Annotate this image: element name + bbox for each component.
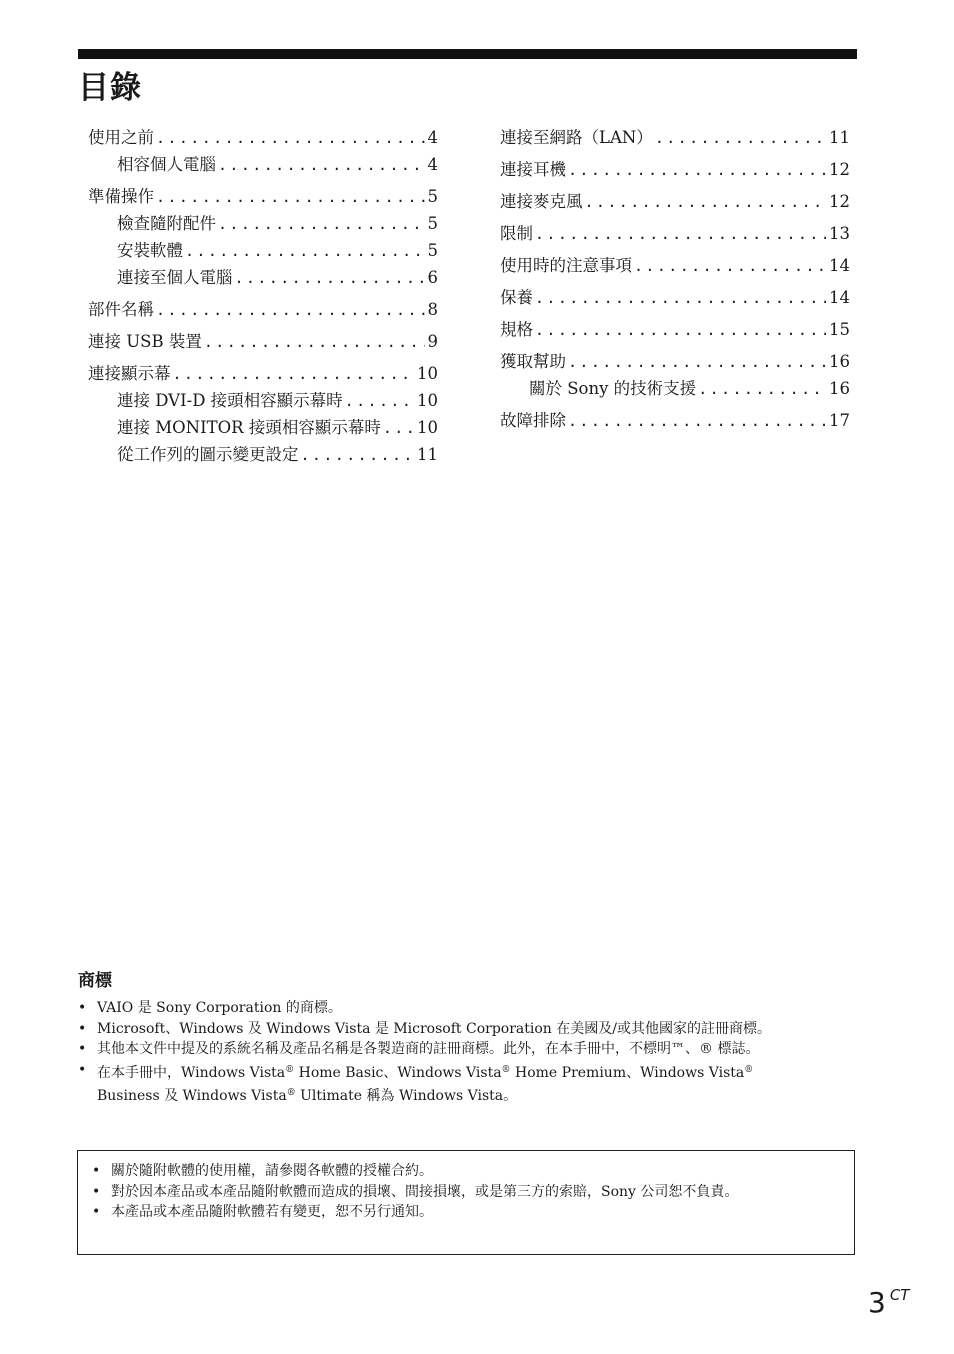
toc-entry-label: 準備操作 [88,187,154,206]
toc-entry-label: 連接麥克風 [500,192,583,211]
toc-leader-dots [585,189,827,216]
registered-mark: ® [286,1088,296,1098]
toc-entry-label: 獲取幫助 [500,352,566,371]
toc-entry[interactable] [500,252,850,279]
toc-entry-label: 使用時的注意事項 [500,256,632,275]
toc-leader-dots [535,221,826,248]
vista-text-3: Home Premium、Windows Vista [510,1064,745,1081]
toc-leader-dots [173,361,415,388]
toc-entry-page: 4 [427,128,438,147]
toc-leader-dots [634,253,826,280]
toc-entry[interactable] [500,316,850,343]
toc-entry[interactable] [500,348,850,375]
toc-entry-page: 12 [829,192,850,211]
toc-entry[interactable] [88,151,438,178]
toc-entry[interactable] [500,188,850,215]
toc-entry[interactable] [88,328,438,355]
toc-entry[interactable] [88,264,438,291]
registered-mark: ® [285,1064,295,1075]
page-number-value: 3 [868,1286,886,1319]
toc-entry-page: 5 [427,187,438,206]
vista-text-4: Business 及 Windows Vista [97,1088,287,1104]
page-title: 目錄 [78,70,142,106]
trademarks-list [78,998,858,1107]
toc-entry[interactable] [500,284,850,311]
list-item: • 其他本文件中提及的系統名稱及產品名稱是各製造商的註冊商標。此外，在本手冊中，不標明™、® 標誌。 [78,1039,858,1060]
page-number [868,1286,909,1319]
toc-entry[interactable] [88,210,438,237]
toc-entry-page: 4 [427,155,438,174]
toc-leader-dots [698,376,826,403]
toc-entry-label: 規格 [500,320,533,339]
toc-leader-dots [655,125,826,152]
toc-entry-page: 10 [417,364,438,383]
toc-entry-label: 連接 USB 裝置 [88,332,202,351]
toc-entry-label: 保養 [500,288,533,307]
toc-entry[interactable] [88,124,438,151]
toc-leader-dots [156,184,425,211]
toc-entry-label: 使用之前 [88,128,154,147]
toc-leader-dots [568,157,826,184]
toc-leader-dots [383,415,414,442]
toc-leader-dots [204,329,425,356]
toc-entry-label: 從工作列的圖示變更設定 [117,445,299,464]
toc-entry[interactable] [500,375,850,402]
toc-leader-dots [301,442,415,469]
toc-entry-page: 15 [829,320,850,339]
notice-list [92,1161,834,1223]
toc-entry[interactable] [500,156,850,183]
toc-entry-label: 連接耳機 [500,160,566,179]
toc-entry-page: 16 [829,379,850,398]
toc-entry-label: 故障排除 [500,411,566,430]
toc-entry-label: 連接顯示幕 [88,364,171,383]
toc-entry-page: 5 [427,241,438,260]
toc-entry-page: 14 [829,256,850,275]
toc-entry-page: 14 [829,288,850,307]
vista-text-1: 在本手冊中，Windows Vista [97,1064,286,1081]
toc-entry-label: 連接至個人電腦 [117,268,233,287]
page-language-suffix: CT [889,1286,910,1304]
list-item: • Microsoft、Windows 及 Windows Vista 是 Microsoft Corporation 在美國及/或其他國家的註冊商標。 [78,1019,858,1040]
toc-entry-page: 6 [427,268,438,287]
toc-entry-label: 部件名稱 [88,300,154,319]
registered-mark: ® [501,1064,511,1075]
toc-entry[interactable] [88,441,438,468]
toc-entry-page: 16 [829,352,850,371]
toc-entry-label: 相容個人電腦 [117,155,216,174]
toc-entry-page: 17 [829,411,850,430]
toc-entry-page: 10 [417,391,438,410]
vista-text-5: Ultimate 稱為 Windows Vista。 [295,1088,518,1104]
registered-mark: ® [744,1064,754,1075]
list-item: • VAIO 是 Sony Corporation 的商標。 [78,998,858,1019]
notice-box [77,1150,855,1255]
toc-left-column [88,124,438,468]
toc-entry-label: 連接 MONITOR 接頭相容顯示幕時 [117,418,381,437]
toc-entry-page: 11 [829,128,850,147]
vista-text-2: Home Basic、Windows Vista [294,1064,502,1081]
list-item [78,1060,858,1107]
toc-right-column [500,124,850,434]
toc-entry[interactable] [88,387,438,414]
toc-entry[interactable] [88,183,438,210]
toc-leader-dots [568,408,826,435]
toc-leader-dots [235,265,425,292]
list-item: • 關於隨附軟體的使用權，請參閱各軟體的授權合約。 [92,1161,834,1182]
toc-leader-dots [535,317,826,344]
toc-entry-page: 10 [417,418,438,437]
toc-leader-dots [568,349,826,376]
toc-entry-page: 5 [427,214,438,233]
toc-entry-page: 8 [427,300,438,319]
toc-entry-label: 限制 [500,224,533,243]
toc-entry[interactable] [88,414,438,441]
list-item: • 對於因本產品或本產品隨附軟體而造成的損壞、間接損壞，或是第三方的索賠，Sony 公司恕不負責。 [92,1182,834,1203]
toc-entry-label: 檢查隨附配件 [117,214,216,233]
toc-entry-label: 連接至網路（LAN） [500,128,653,147]
toc-entry[interactable] [88,296,438,323]
toc-entry[interactable] [500,124,850,151]
toc-entry[interactable] [500,407,850,434]
list-item: • 本產品或本產品隨附軟體若有變更，恕不另行通知。 [92,1202,834,1223]
toc-entry-page: 12 [829,160,850,179]
toc-leader-dots [218,211,425,238]
toc-entry-label: 安裝軟體 [117,241,183,260]
header-rule [78,49,857,59]
toc-entry-label: 關於 Sony 的技術支援 [529,379,697,398]
toc-entry[interactable] [500,220,850,247]
toc-entry-label: 連接 DVI-D 接頭相容顯示幕時 [117,391,343,410]
toc-entry-page: 11 [417,445,438,464]
toc-entry-page: 13 [829,224,850,243]
toc-leader-dots [156,297,425,324]
toc-leader-dots [535,285,826,312]
toc-leader-dots [156,125,425,152]
toc-leader-dots [185,238,425,265]
toc-leader-dots [218,152,425,179]
trademarks-heading: 商標 [78,971,112,991]
toc-entry[interactable] [88,237,438,264]
toc-entry[interactable] [88,360,438,387]
toc-leader-dots [345,388,414,415]
toc-entry-page: 9 [427,332,438,351]
